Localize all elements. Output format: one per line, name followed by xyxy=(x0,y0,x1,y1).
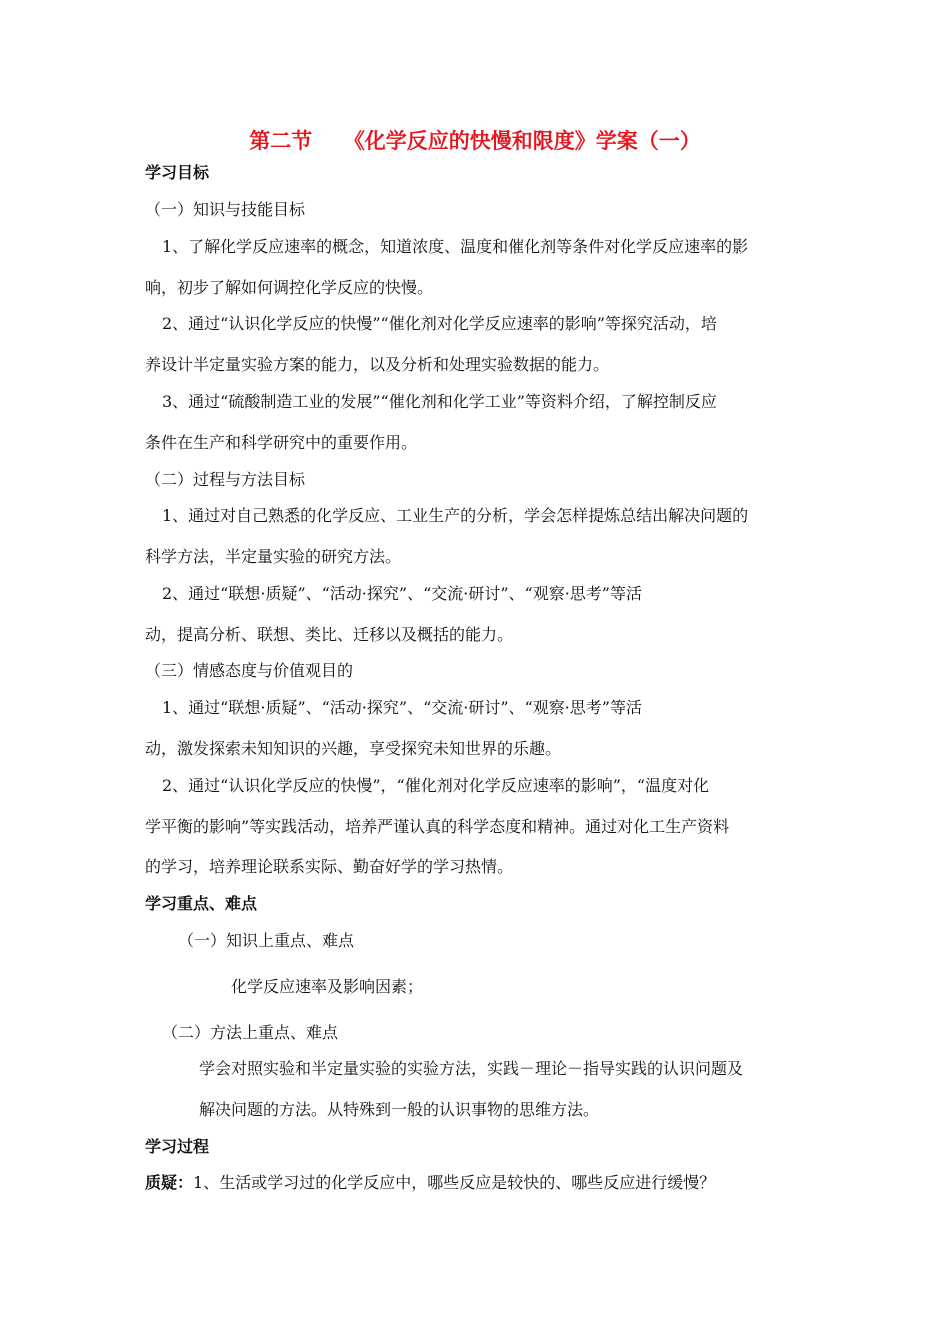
subsection-label-method-focus: （二）方法上重点、难点 xyxy=(162,1023,339,1042)
paragraph-line: 1、了解化学反应速率的概念，知道浓度、温度和催化剂等条件对化学反应速率的影 xyxy=(162,237,749,256)
subsection-label-process: （二）过程与方法目标 xyxy=(145,470,306,489)
paragraph-line: 条件在生产和科学研究中的重要作用。 xyxy=(145,433,418,452)
subsection-label-knowledge: （一）知识与技能目标 xyxy=(145,200,306,219)
paragraph-line: 化学反应速率及影响因素； xyxy=(231,977,424,996)
paragraph-line: 学会对照实验和半定量实验的实验方法，实践－理论－指导实践的认识问题及 xyxy=(199,1059,744,1078)
section-heading-goals: 学习目标 xyxy=(145,163,210,182)
document-title: 第二节 《化学反应的快慢和限度》学案（一） xyxy=(249,128,701,153)
paragraph-line: 的学习，培养理论联系实际、勤奋好学的学习热情。 xyxy=(145,857,514,876)
paragraph-line: 2、通过“联想·质疑”、“活动·探究”、“交流·研讨”、“观察·思考”等活 xyxy=(162,584,642,603)
section-heading-process: 学习过程 xyxy=(145,1137,210,1156)
section-heading-focus: 学习重点、难点 xyxy=(145,894,258,913)
subsection-label-emotion: （三）情感态度与价值观目的 xyxy=(145,661,354,680)
paragraph-line: 科学方法，半定量实验的研究方法。 xyxy=(145,547,402,566)
question-line xyxy=(145,1173,715,1193)
paragraph-line: 1、通过“联想·质疑”、“活动·探究”、“交流·研讨”、“观察·思考”等活 xyxy=(162,698,642,717)
paragraph-line: 2、通过“认识化学反应的快慢”“催化剂对化学反应速率的影响”等探究活动，培 xyxy=(162,314,717,333)
subsection-label-knowledge-focus: （一）知识上重点、难点 xyxy=(178,931,355,950)
paragraph-line: 养设计半定量实验方案的能力，以及分析和处理实验数据的能力。 xyxy=(145,355,610,374)
paragraph-line: 动，提高分析、联想、类比、迁移以及概括的能力。 xyxy=(145,625,514,644)
question-text: 1、生活或学习过的化学反应中，哪些反应是较快的、哪些反应进行缓慢？ xyxy=(193,1173,716,1192)
paragraph-line: 学平衡的影响”等实践活动，培养严谨认真的科学态度和精神。通过对化工生产资料 xyxy=(145,817,730,836)
paragraph-line: 2、通过“认识化学反应的快慢”，“催化剂对化学反应速率的影响”，“温度对化 xyxy=(162,776,710,795)
question-label: 质疑： xyxy=(145,1173,194,1192)
paragraph-line: 1、通过对自己熟悉的化学反应、工业生产的分析，学会怎样提炼总结出解决问题的 xyxy=(162,506,749,525)
paragraph-line: 响，初步了解如何调控化学反应的快慢。 xyxy=(145,278,434,297)
paragraph-line: 解决问题的方法。从特殊到一般的认识事物的思维方法。 xyxy=(199,1100,600,1119)
paragraph-line: 3、通过“硫酸制造工业的发展”“催化剂和化学工业”等资料介绍，了解控制反应 xyxy=(162,392,717,411)
paragraph-line: 动，激发探索未知知识的兴趣，享受探究未知世界的乐趣。 xyxy=(145,739,562,758)
